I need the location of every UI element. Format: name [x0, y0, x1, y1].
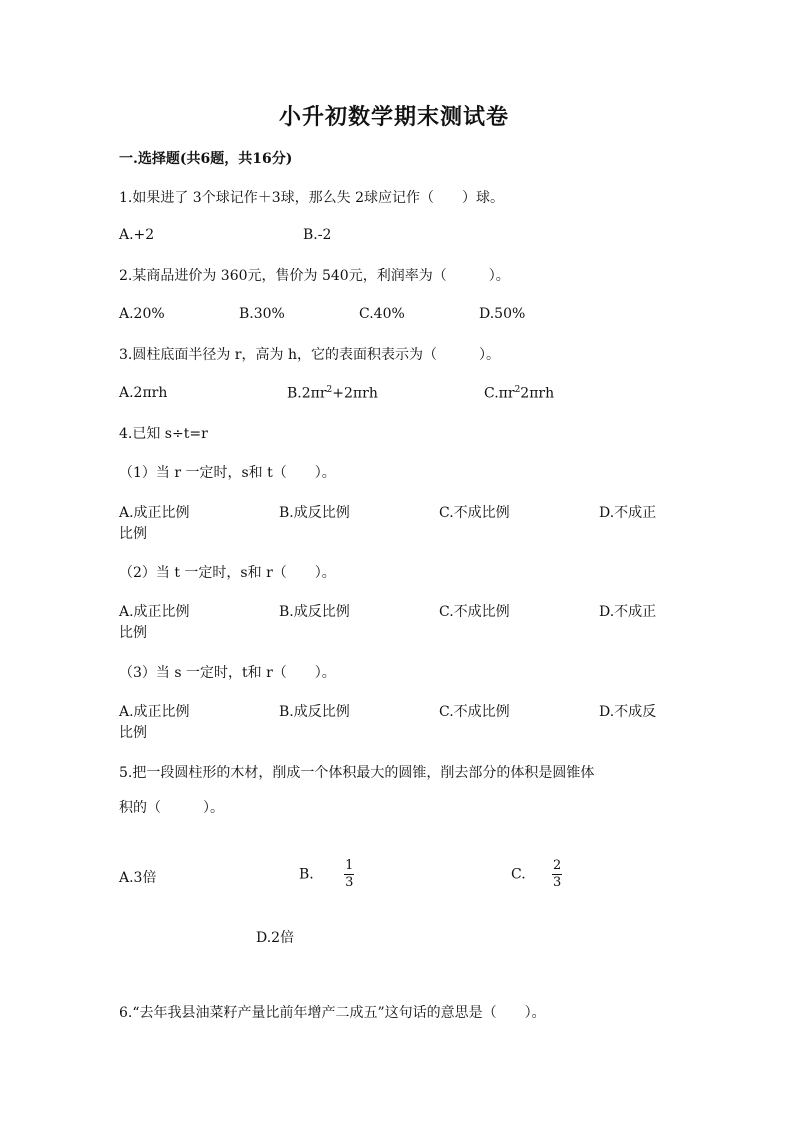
q4-sub2-option-b: B.成反比例 — [279, 604, 350, 620]
question-2: 2.某商品进价为 360元，售价为 540元，利润率为（ ）。 — [119, 268, 510, 284]
q2-option-c: C.40% — [359, 306, 405, 322]
q1-option-a: A.+2 — [119, 227, 155, 243]
q5-option-c — [511, 859, 562, 890]
q2-option-b: B.30% — [239, 306, 285, 322]
q4-sub-3: （3）当 s 一定时，t和 r（ ）。 — [119, 665, 336, 681]
q3-option-c-exponent: 2 — [514, 385, 521, 395]
q4-sub-2: （2）当 t 一定时，s和 r（ ）。 — [119, 565, 336, 581]
q3-option-b-pre: B.2πr — [287, 385, 327, 402]
section-heading: 一.选择题(共6题，共16分) — [119, 151, 293, 167]
q5-option-b — [299, 859, 354, 890]
q5-option-c-denominator: 3 — [552, 875, 562, 890]
q4-sub3-option-d-wrap: 比例 — [119, 725, 147, 741]
q4-sub3-option-a: A.成正比例 — [119, 704, 190, 720]
page-title: 小升初数学期末测试卷 — [279, 104, 510, 130]
question-5-line-1: 5.把一段圆柱形的木材，削成一个体积最大的圆锥，削去部分的体积是圆锥体 — [119, 765, 595, 781]
q5-option-b-label: B. — [299, 866, 314, 883]
q3-option-c — [484, 385, 554, 402]
q4-sub2-option-a: A.成正比例 — [119, 604, 190, 620]
q5-option-d: D.2倍 — [256, 930, 295, 946]
q2-option-d: D.50% — [479, 306, 526, 322]
q3-option-b-exponent: 2 — [326, 385, 333, 395]
q4-sub1-option-b: B.成反比例 — [279, 505, 350, 521]
q1-option-b: B.-2 — [303, 227, 332, 243]
q3-option-a: A.2πrh — [119, 385, 168, 401]
q4-sub-1: （1）当 r 一定时，s和 t（ ）。 — [119, 465, 336, 481]
q5-option-c-fraction — [552, 859, 562, 890]
q4-sub1-option-a: A.成正比例 — [119, 505, 190, 521]
question-5-line-2: 积的（ ）。 — [119, 800, 224, 816]
q5-option-c-label: C. — [511, 866, 526, 883]
q3-option-b — [287, 385, 378, 402]
q4-sub2-option-d: D.不成正 — [599, 604, 657, 620]
question-6: 6.“去年我县油菜籽产量比前年增产二成五”这句话的意思是（ ）。 — [119, 1005, 546, 1021]
q4-sub3-option-c: C.不成比例 — [439, 704, 510, 720]
q4-sub3-option-b: B.成反比例 — [279, 704, 350, 720]
q3-option-c-post: 2πrh — [520, 385, 555, 402]
q5-option-b-denominator: 3 — [345, 875, 354, 890]
q3-option-c-pre: C.πr — [484, 385, 515, 402]
q4-sub2-option-d-wrap: 比例 — [119, 625, 147, 641]
q4-sub3-option-d: D.不成反 — [599, 704, 657, 720]
q5-option-a: A.3倍 — [119, 870, 157, 886]
q2-option-a: A.20% — [119, 306, 165, 322]
q4-sub1-option-c: C.不成比例 — [439, 505, 510, 521]
question-4: 4.已知 s÷t=r — [119, 426, 208, 442]
q3-option-b-post: +2πrh — [332, 385, 378, 402]
q5-option-b-fraction — [344, 859, 354, 890]
q5-option-c-numerator: 2 — [552, 858, 562, 873]
q5-option-b-numerator: 1 — [345, 858, 354, 873]
q4-sub1-option-d: D.不成正 — [599, 505, 657, 521]
q4-sub1-option-d-wrap: 比例 — [119, 526, 147, 542]
question-1: 1.如果进了 3个球记作＋3球，那么失 2球应记作（ ）球。 — [119, 190, 504, 206]
question-3: 3.圆柱底面半径为 r，高为 h，它的表面积表示为（ ）。 — [119, 347, 500, 363]
q4-sub2-option-c: C.不成比例 — [439, 604, 510, 620]
